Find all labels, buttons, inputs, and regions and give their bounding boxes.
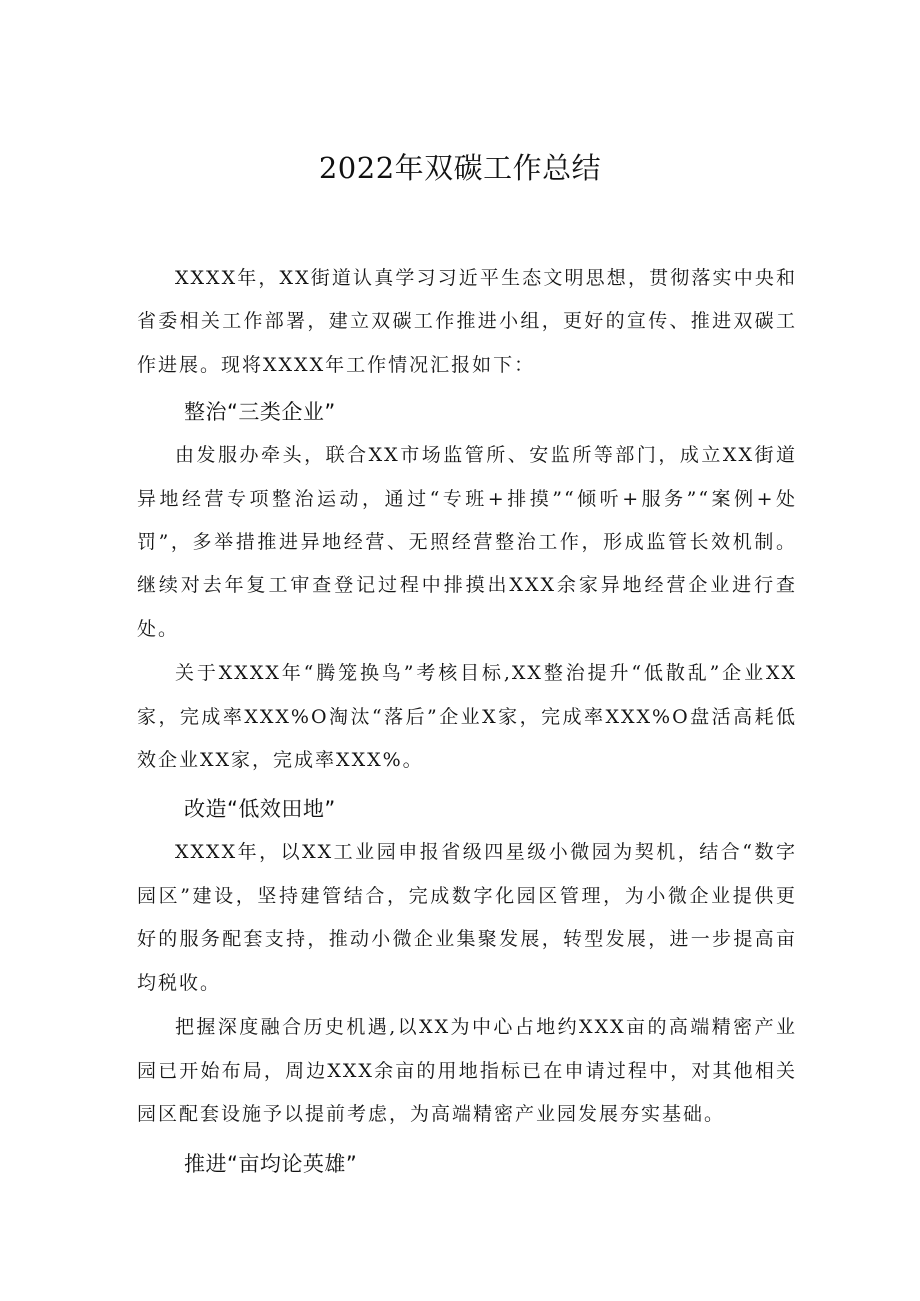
- section-2-paragraph-1: XXXX年，以XX工业园申报省级四星级小微园为契机，结合“数字园区”建设，坚持建管结合，完成数字化园区管理，为小微企业提供更好的服务配套支持，推动小微企业集聚发展，转型发展，进一步提高亩均税收。: [137, 841, 797, 994]
- section-1-paragraph-2: 关于XXXX年“腾笼换鸟”考核目标,XX整治提升“低散乱”企业XX家，完成率XXX%O淘汰“落后”企业X家，完成率XXX%O盘活高耗低效企业XX家，完成率XXX%。: [137, 662, 797, 772]
- intro-paragraph: XXXX年，XX街道认真学习习近平生态文明思想，贯彻落实中央和省委相关工作部署，建立双碳工作推进小组，更好的宣传、推进双碳工作进展。现将XXXX年工作情况汇报如下：: [137, 267, 797, 376]
- section-1-paragraph-1: 由发服办牵头，联合XX市场监管所、安监所等部门，成立XX街道异地经营专项整治运动，通过“专班+排摸”“倾听+服务”“案例+处罚”，多举措推进异地经营、无照经营整治工作，形成监管长效机制。继续对去年复工审查登记过程中排摸出XXX余家异地经营企业进行查处。: [137, 444, 797, 640]
- document-body: [137, 257, 797, 1186]
- section-heading-1: 整治“三类企业”: [184, 400, 336, 425]
- section-heading-2: 改造“低效田地”: [184, 797, 336, 822]
- section-heading-3: 推进“亩均论英雄”: [184, 1152, 358, 1177]
- document-title: 2022年双碳工作总结: [318, 151, 602, 185]
- section-2-paragraph-2: 把握深度融合历史机遇,以XX为中心占地约XXX亩的高端精密产业园已开始布局，周边XXX余亩的用地指标已在申请过程中，对其他相关园区配套设施予以提前考虑，为高端精密产业园发展夯实基础。: [137, 1016, 797, 1125]
